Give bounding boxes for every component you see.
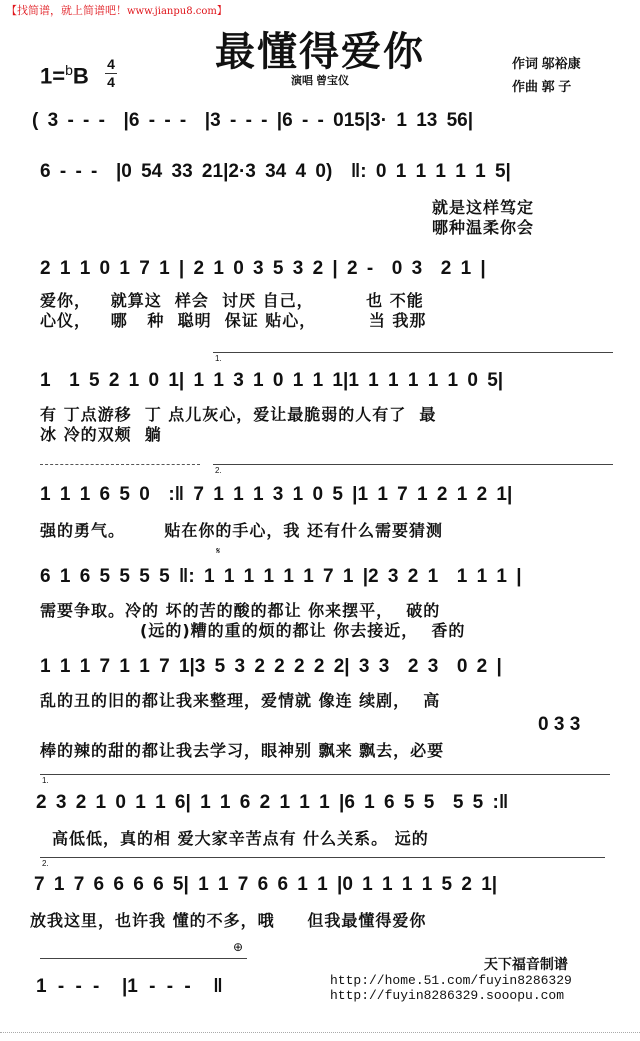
footer-credit <box>330 958 572 1003</box>
notes: 2 1 1 0 1 7 1 | 2 1 0 3 5 3 2 | 2 - 0 3 2 1 | <box>40 258 486 279</box>
notes: 2 3 2 1 0 1 1 6| 1 1 6 2 1 1 1 |6 1 6 5 5 5 5 :‖ <box>36 792 509 813</box>
lyricist-credit: 作词 邬裕康 <box>512 56 581 71</box>
notes: ( 3 - - - |6 - - - |3 - - - |6 - - 015|3· 1 13 56| <box>32 110 474 131</box>
volta-bracket-2 <box>213 464 613 475</box>
lyric-verse-1: 放我这里，也许我 懂的不多，哦 但我最懂得爱你 <box>30 911 427 930</box>
notes: 1 - - - |1 - - - ‖ <box>36 976 223 997</box>
coda-icon: ⊕ <box>233 940 244 954</box>
credits <box>512 52 581 98</box>
footer-url-2[interactable]: http://fuyin8286329.sooopu.com <box>330 988 565 1003</box>
score-row-1 <box>0 104 640 144</box>
flat-sign: b <box>65 62 73 78</box>
lyric-verse-1: 爱你， 就算这 样会 讨厌 自己， 也 不能 <box>40 291 424 310</box>
volta-bracket-1 <box>213 352 613 363</box>
notes: 6 1 6 5 5 5 5 ‖: 1 1 1 1 1 1 7 1 |2 3 2 1 1 1 1 | <box>40 566 522 587</box>
key-prefix: 1= <box>40 63 66 89</box>
lyric-verse-2: (远的)糟的重的烦的都让 你去接近， 香的 <box>140 621 466 640</box>
score-row-6 <box>0 560 640 640</box>
volta-1-extension <box>40 464 200 465</box>
lyric-verse-2: 棒的辣的甜的都让我去学习，眼神别 飘来 飘去，必要 <box>40 741 445 760</box>
lyric-verse-2: 哪种温柔你会 <box>432 218 535 237</box>
notes: 1 1 1 7 1 1 7 1|3 5 3 2 2 2 2 2| 3 3 2 3 0 2 | <box>40 656 502 677</box>
volta-label: 1. <box>215 354 222 363</box>
score-row-4 <box>0 364 640 444</box>
site-banner[interactable] <box>6 2 227 18</box>
lyric-verse-2: 心仪， 哪 种 聪明 保证 贴心， 当 我那 <box>40 311 427 330</box>
lyric-verse-2: 冰 冷的双颊 躺 <box>40 425 162 444</box>
banner-url[interactable]: www.jianpu8.com】 <box>127 6 227 17</box>
score-row-5 <box>0 478 640 540</box>
bottom-dotted-border <box>0 1032 640 1033</box>
lyric-verse-1: 强的勇气。 贴在你的手心，我 还有什么需要猜测 <box>40 521 443 540</box>
song-title: 最懂得爱你 <box>215 29 425 75</box>
score-row-9 <box>0 868 640 930</box>
score-row-8 <box>0 786 640 848</box>
singer-credit: 演唱 曾宝仪 <box>290 75 350 87</box>
volta-bracket-1b <box>40 774 610 785</box>
footer-url-1[interactable]: http://home.51.com/fuyin8286329 <box>330 973 572 988</box>
volta-label: 1. <box>42 776 49 785</box>
notes: 7 1 7 6 6 6 6 5| 1 1 7 6 6 1 1 |0 1 1 1 1 5 2 1| <box>34 874 498 895</box>
lyric-verse-1: 有 丁点游移 丁 点儿灰心，爱让最脆弱的人有了 最 <box>40 405 437 424</box>
notes: 1 1 1 6 5 0 :‖ 7 1 1 1 3 1 0 5 |1 1 7 1 2 1 2 1| <box>40 484 513 505</box>
volta-label: 2. <box>215 466 222 475</box>
notes: 1 1 5 2 1 0 1| 1 1 3 1 0 1 1 1|1 1 1 1 1 1 0 5| <box>40 370 504 391</box>
lyric-verse-1: 高低低，真的相 爱大家辛苦点有 什么关系。 远的 <box>52 829 429 848</box>
lyric-verse-1: 就是这样笃定 <box>432 198 535 217</box>
score-row-3 <box>0 252 640 330</box>
pickup-notes: 0 3 3 <box>538 714 581 735</box>
score-row-2 <box>0 155 640 237</box>
lyric-verse-1: 乱的丑的旧的都让我来整理，爱情就 像连 续剧， 高 <box>40 691 441 710</box>
key-note: B <box>72 63 89 89</box>
notes: 6 - - - |0 54 33 21|2·3 34 4 0) ‖: 0 1 1 1 1 1 5| <box>40 161 511 182</box>
score-row-7 <box>0 650 640 760</box>
volta-label: 2. <box>42 859 49 868</box>
coda-bracket <box>40 958 247 959</box>
composer-credit: 作曲 郭 子 <box>512 79 572 94</box>
time-sig-bottom: 4 <box>107 74 115 90</box>
lyric-verse-1: 需要争取。冷的 坏的苦的酸的都让 你来摆平， 破的 <box>40 601 441 620</box>
time-sig-top: 4 <box>107 56 115 72</box>
publisher-name: 天下福音制谱 <box>483 957 568 973</box>
banner-text: 【找简谱，就上简谱吧！ <box>6 5 127 17</box>
volta-bracket-2b <box>40 857 605 868</box>
segno-icon: 𝄋 <box>216 546 221 557</box>
